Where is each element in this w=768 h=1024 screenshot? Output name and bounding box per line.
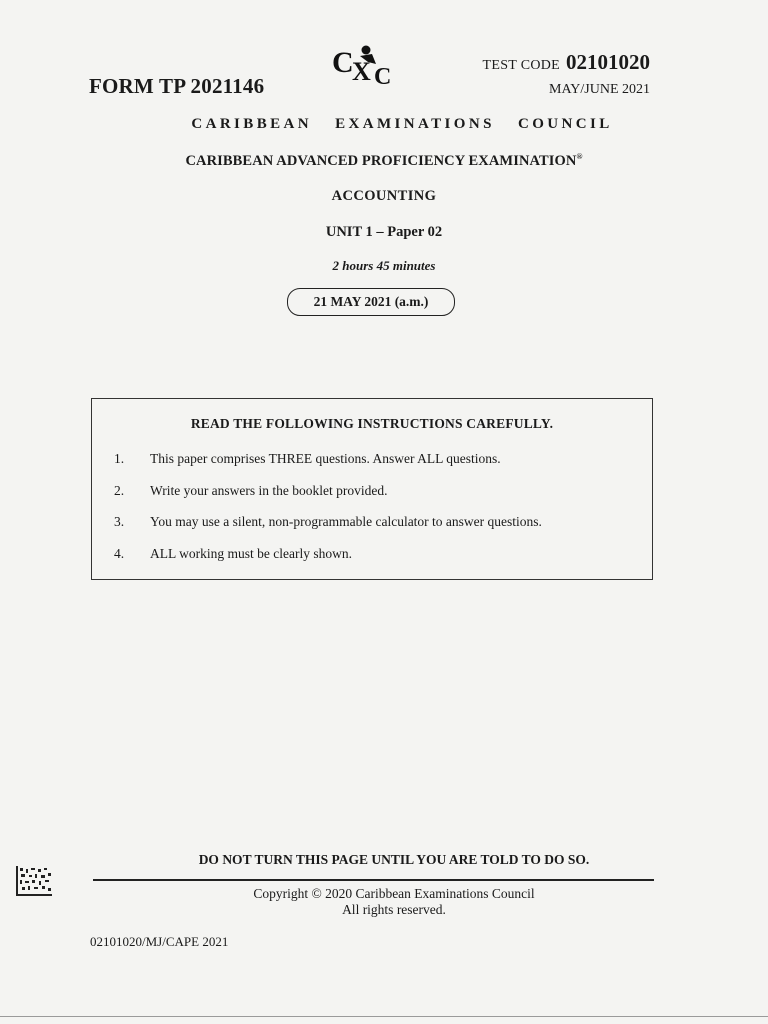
instruction-text: This paper comprises THREE questions. Answer ALL questions. (150, 451, 501, 466)
exam-name-text: CARIBBEAN ADVANCED PROFICIENCY EXAMINATION (185, 152, 577, 169)
instruction-item (114, 483, 388, 499)
paper-code: 02101020/MJ/CAPE 2021 (90, 934, 229, 949)
exam-duration: 2 hours 45 minutes (332, 258, 436, 273)
instruction-number: 1. (114, 451, 125, 466)
instruction-item (114, 514, 542, 530)
rights-reserved: All rights reserved. (342, 902, 446, 917)
footer-divider (93, 879, 654, 881)
subject-title: ACCOUNTING (331, 188, 437, 204)
exam-name (0, 152, 768, 170)
council-name: CARIBBEAN EXAMINATIONS COUNCIL (191, 116, 613, 132)
registered-mark: ® (576, 152, 583, 161)
instruction-text: Write your answers in the booklet provided. (150, 483, 388, 498)
svg-text:X: X (352, 57, 371, 86)
instruction-number: 3. (114, 514, 125, 529)
test-code-value: 02101020 (566, 50, 650, 74)
instruction-number: 2. (114, 483, 125, 498)
cxc-logo (330, 42, 400, 86)
exam-session: MAY/JUNE 2021 (549, 82, 650, 97)
copyright-notice: Copyright © 2020 Caribbean Examinations Council (253, 886, 535, 901)
instruction-text: You may use a silent, non-programmable calculator to answer questions. (150, 514, 542, 529)
svg-text:C: C (374, 64, 392, 86)
instructions-box (91, 398, 653, 580)
test-code-label: TEST CODE (482, 58, 560, 73)
unit-paper: UNIT 1 – Paper 02 (325, 224, 443, 240)
instruction-item (114, 451, 501, 467)
instruction-item (114, 546, 352, 562)
instruction-text: ALL working must be clearly shown. (150, 546, 352, 561)
scan-edge-line (0, 1016, 768, 1017)
instruction-number: 4. (114, 546, 125, 561)
svg-text:C: C (332, 46, 354, 79)
exam-date-badge: 21 MAY 2021 (a.m.) (287, 288, 455, 316)
do-not-turn-warning: DO NOT TURN THIS PAGE UNTIL YOU ARE TOLD TO DO SO. (198, 852, 590, 867)
instructions-heading: READ THE FOLLOWING INSTRUCTIONS CAREFULLY. (190, 416, 554, 431)
test-code-line (483, 50, 651, 75)
form-number: FORM TP 2021146 (89, 74, 265, 98)
